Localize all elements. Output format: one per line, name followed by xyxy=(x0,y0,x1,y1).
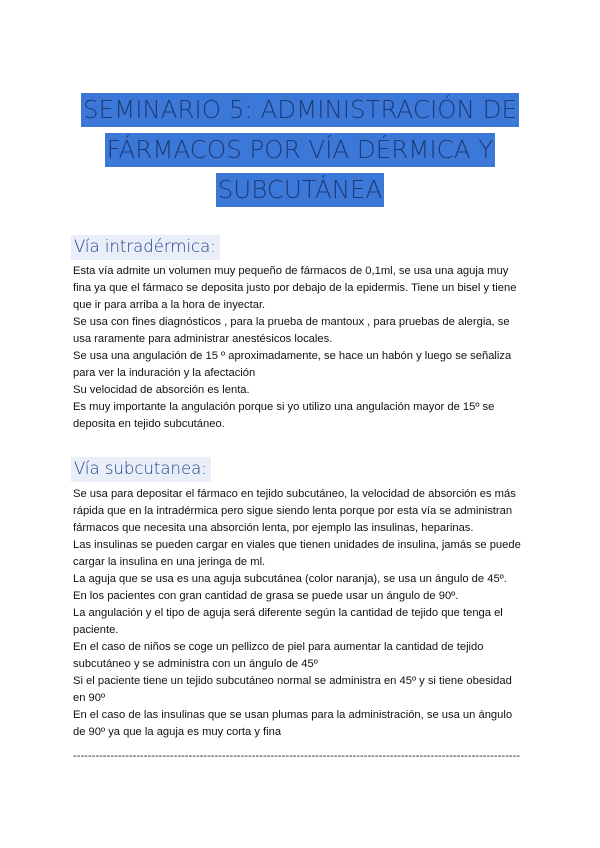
paragraph: Su velocidad de absorción es lenta. xyxy=(73,384,250,396)
paragraph: En los pacientes con gran cantidad de grasa se puede usar un ángulo de 90º. xyxy=(73,590,459,602)
paragraph: Se usa con fines diagnósticos , para la prueba de mantoux , para pruebas de alergia, se usa raramente para administrar anestésicos locales. xyxy=(73,316,510,345)
paragraph: En el caso de las insulinas que se usan plumas para la administración, se usa un ángulo de 90º ya que la aguja es muy corta y fina xyxy=(73,709,513,738)
paragraph: Es muy importante la angulación porque si yo utilizo una angulación mayor de 15º se deposita en tejido subcutáneo. xyxy=(73,401,495,430)
paragraph: La angulación y el tipo de aguja será diferente según la cantidad de tejido que tenga el paciente. xyxy=(73,607,503,636)
paragraph: Se usa para depositar el fármaco en tejido subcutáneo, la velocidad de absorción es más rápida que en la intradérmica pero sigue siendo lenta porque por esta vía se administran fármacos que necesita una absorción lenta, por ejemplo las insulinas, heparinas. xyxy=(73,488,516,534)
dashed-separator: ------------------------------------------------------------------------------------------------------------------------ xyxy=(73,750,521,762)
paragraph: En el caso de niños se coge un pellizco de piel para aumentar la cantidad de tejido subcutáneo y se administra con un ángulo de 45º xyxy=(73,641,484,670)
paragraph: Las insulinas se pueden cargar en viales que tienen unidades de insulina, jamás se puede cargar la insulina en una jeringa de ml. xyxy=(73,539,521,568)
section-heading-intradermica: Vía intradérmica: xyxy=(71,235,220,260)
paragraph: Se usa una angulación de 15 º aproximadamente, se hace un habón y luego se señaliza para ver la induración y la afectación xyxy=(73,350,512,379)
section-body-intradermica xyxy=(73,263,527,433)
paragraph: Si el paciente tiene un tejido subcutáneo normal se administra en 45º y si tiene obesidad en 90º xyxy=(73,675,512,704)
title-line-1: SEMINARIO 5: ADMINISTRACIÓN DE xyxy=(81,93,519,127)
section-body-subcutanea xyxy=(73,486,527,741)
paragraph: Esta vía admite un volumen muy pequeño de fármacos de 0,1ml, se usa una aguja muy fina ya que el fármaco se deposita justo por debajo de la epidermis. Tiene un bisel y tiene que ir para arriba a la hora de inyectar. xyxy=(73,265,517,311)
section-heading-subcutanea: Vía subcutanea: xyxy=(71,457,211,482)
paragraph: La aguja que se usa es una aguja subcutánea (color naranja), se usa un ángulo de 45º. xyxy=(73,573,507,585)
document-title xyxy=(0,90,600,210)
title-line-3: SUBCUTÁNEA xyxy=(216,173,385,207)
title-line-2: FÁRMACOS POR VÍA DÉRMICA Y xyxy=(105,133,496,167)
